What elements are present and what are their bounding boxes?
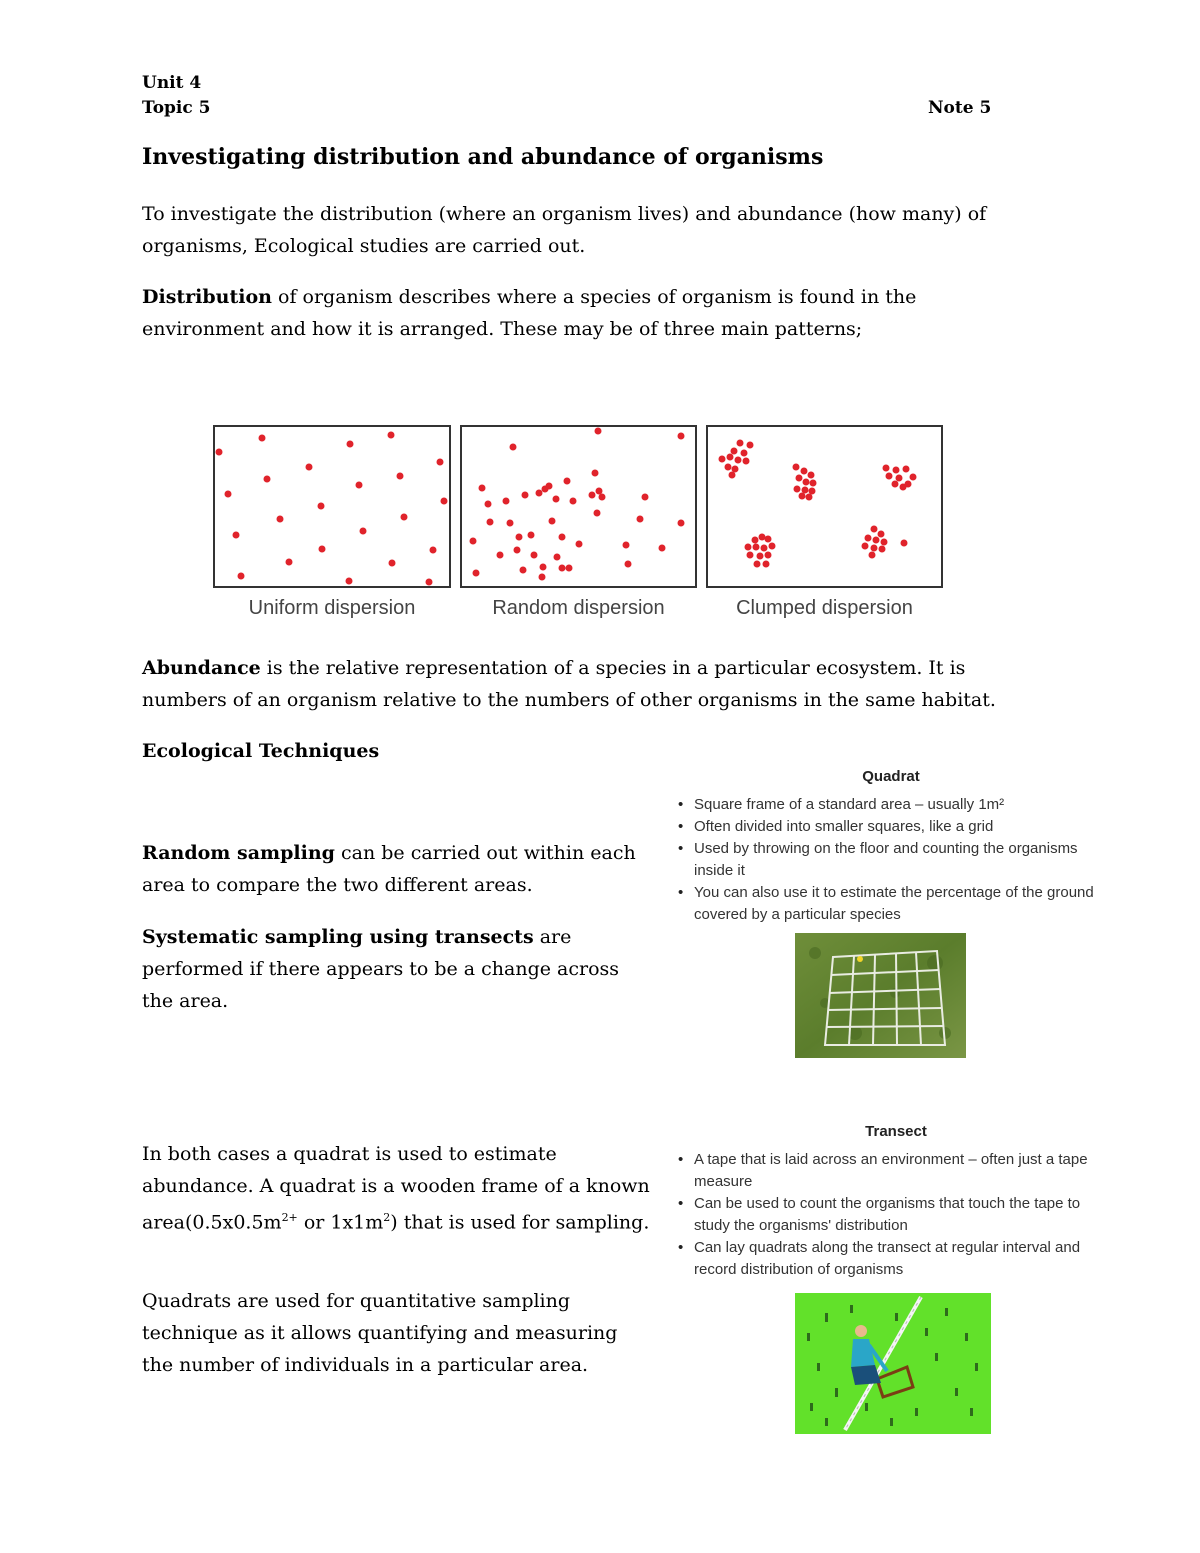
techniques-heading: Ecological Techniques xyxy=(142,740,380,762)
uniform-dispersion-box xyxy=(213,425,451,588)
quadrat-text-2: or 1x1m xyxy=(297,1211,384,1234)
quadrat-paragraph xyxy=(142,1138,652,1238)
systematic-sampling-text: are performed if there appears to be a change across the area. xyxy=(142,926,620,1012)
quadrat-bullet-list xyxy=(676,794,1106,926)
random-sampling-text: can be carried out within each area to compare the two different areas. xyxy=(142,842,636,896)
quantitative-paragraph: Quadrats are used for quantitative sampling technique as it allows quantifying and measuring the number of individuals in a particular area. xyxy=(142,1290,618,1376)
transect-bullet: • Can be used to count the organisms that touch the tape to study the organisms' distribution xyxy=(676,1193,1116,1237)
clumped-dots xyxy=(708,427,941,586)
clumped-dispersion-box xyxy=(706,425,943,588)
quadrat-panel-title: Quadrat xyxy=(862,768,920,785)
quadrat-bullet: • You can also use it to estimate the percentage of the ground covered by a particular species xyxy=(676,882,1106,926)
distribution-term: Distribution xyxy=(142,286,272,308)
random-caption: Random dispersion xyxy=(492,597,665,619)
random-sampling-term: Random sampling xyxy=(142,842,335,864)
quadrat-panel xyxy=(676,768,1106,926)
quadrat-photo xyxy=(795,933,966,1058)
abundance-term: Abundance xyxy=(142,657,261,679)
topic-label: Topic 5 xyxy=(142,98,211,118)
transect-bullet: • A tape that is laid across an environment – often just a tape measure xyxy=(676,1149,1116,1193)
transect-illustration xyxy=(795,1293,991,1434)
transect-panel xyxy=(676,1123,1116,1281)
distribution-paragraph xyxy=(142,281,972,345)
note-label: Note 5 xyxy=(928,98,992,118)
quadrat-sup-1: 2+ xyxy=(281,1211,298,1224)
intro-paragraph: To investigate the distribution (where an organism lives) and abundance (how many) of organisms, Ecological studies are carried out. xyxy=(142,203,987,257)
clumped-caption: Clumped dispersion xyxy=(736,597,913,619)
abundance-text: is the relative representation of a species in a particular ecosystem. It is numbers of an organism relative to the numbers of other organisms in the same habitat. xyxy=(142,657,996,711)
quadrat-bullet: • Used by throwing on the floor and counting the organisms inside it xyxy=(676,838,1106,882)
random-sampling-paragraph xyxy=(142,837,652,901)
random-dots xyxy=(462,427,695,586)
transect-bullet-list xyxy=(676,1149,1116,1281)
quadrat-bullet: • Square frame of a standard area – usually 1m² xyxy=(676,794,1106,816)
transect-panel-title: Transect xyxy=(865,1123,927,1140)
quadrat-text-1: In both cases a quadrat is used to estimate abundance. A quadrat is a wooden frame of a known area(0.5x0.5m xyxy=(142,1143,650,1234)
transect-bullet: • Can lay quadrats along the transect at regular interval and record distribution of organisms xyxy=(676,1237,1116,1281)
page-title: Investigating distribution and abundance of organisms xyxy=(142,144,824,170)
uniform-dots xyxy=(215,427,449,586)
systematic-sampling-term: Systematic sampling using transects xyxy=(142,926,534,948)
abundance-paragraph xyxy=(142,652,1042,716)
random-dispersion-box xyxy=(460,425,697,588)
quadrat-bullet: • Often divided into smaller squares, like a grid xyxy=(676,816,1106,838)
systematic-sampling-paragraph xyxy=(142,921,642,1017)
unit-label: Unit 4 xyxy=(142,73,202,93)
quadrat-text-3: ) that is used for sampling. xyxy=(390,1211,650,1234)
distribution-text: of organism describes where a species of organism is found in the environment and how it is arranged. These may be of three main patterns; xyxy=(142,286,917,340)
quadrat-sup-2: 2 xyxy=(383,1211,391,1224)
uniform-caption: Uniform dispersion xyxy=(248,597,416,619)
